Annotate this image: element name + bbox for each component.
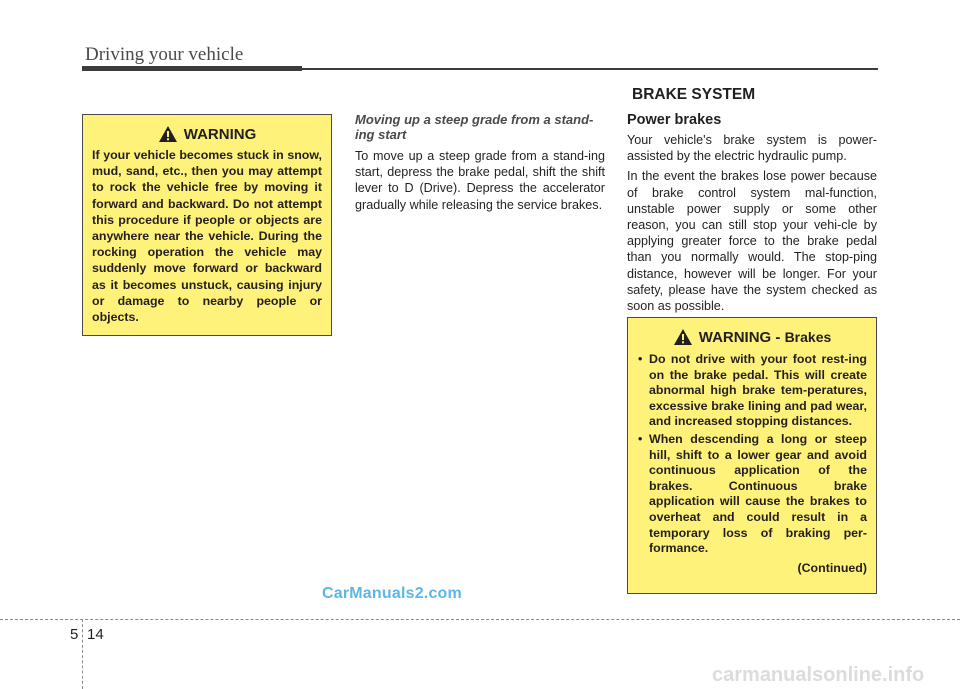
steep-grade-section (355, 112, 605, 213)
section-title-brake-system: BRAKE SYSTEM (632, 86, 756, 103)
chapter-number: 5 (70, 626, 79, 643)
warning-body: If your vehicle becomes stuck in snow, mud, sand, etc., then you may attempt to rock the vehicle free by moving it forward and backward. Do not attempt this procedure if people or objects are anywhere near the vehicle. During the rocking operation the vehicle may suddenly move forward or backward as it becomes unstuck, causing injury or damage to nearby people or objects. (92, 148, 322, 325)
warning-heading-text: WARNING - (698, 328, 785, 346)
warning-heading (92, 125, 322, 143)
page-number: 14 (87, 626, 104, 643)
power-brakes-subheading: Power brakes (627, 112, 722, 128)
header-rule-thin (302, 68, 878, 70)
warning-heading-text: WARNING (183, 125, 257, 143)
warning-list-item: • Do not drive with your foot rest-ing on the brake pedal. This will create abnormal high brake tem-peratures, excessive brake lining and pad wear, and increased stopping distances. (637, 352, 867, 430)
warning-box-brakes (627, 317, 877, 594)
watermark-link-carmanualsonline[interactable]: carmanualsonline.info (712, 664, 925, 686)
footer-vertical-rule (82, 619, 83, 689)
watermark-link-carmanuals2[interactable]: CarManuals2.com (322, 585, 462, 602)
steep-grade-body: To move up a steep grade from a stand-ing start, depress the brake pedal, shift the shift lever to D (Drive). Depress the accelerator gradually while releasing the service brakes. (355, 149, 605, 212)
footer-rule (0, 619, 960, 620)
warning-box-stuck-vehicle (82, 114, 332, 336)
header-rule-thick (82, 66, 302, 71)
power-brakes-paragraph-1: Your vehicle's brake system is power-assisted by the electric hydraulic pump. (627, 133, 877, 164)
warning-triangle-icon (158, 125, 178, 143)
warning-list (637, 352, 867, 557)
page-header-title: Driving your vehicle (85, 44, 244, 65)
steep-grade-subheading: Moving up a steep grade from a stand-ing start (355, 112, 594, 142)
power-brakes-paragraph-2: In the event the brakes lose power because of brake control system mal-function, unstable power supply or some other reason, you can still stop your vehi-cle by applying greater force to the brake pedal than you normally would. The stop-ping distance, however will be longer. For your safety, please have the system checked as soon as possible. (627, 169, 877, 314)
warning-heading (637, 328, 867, 346)
warning-heading-suffix: Brakes (784, 329, 832, 345)
warning-triangle-icon (673, 328, 693, 346)
power-brakes-section (627, 112, 877, 318)
warning-list-item: • When descending a long or steep hill, shift to a lower gear and avoid continuous application of the brakes. Continuous brake application will cause the brakes to overheat and could result in a temporary loss of braking per-formance. (637, 432, 867, 557)
continued-label: (Continued) (797, 560, 867, 575)
